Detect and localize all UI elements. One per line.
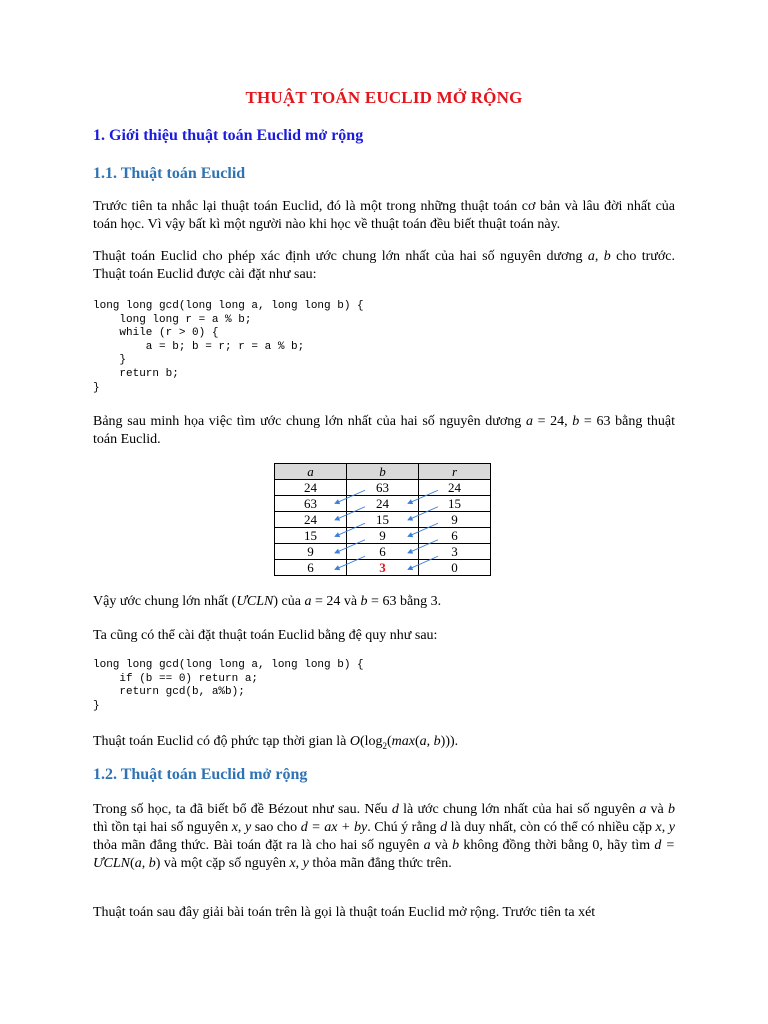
- table-arrow: [408, 490, 438, 503]
- paragraph-extended-intro: Thuật toán sau đây giải bài toán trên là gọi là thuật toán Euclid mở rộng. Trước tiên ta xét: [93, 905, 596, 920]
- table-cell: 6: [275, 560, 347, 576]
- code-block-recursive-gcd: long long gcd(long long a, long long b) { if (b == 0) return a; return gcd(b, a%b); }: [93, 659, 364, 712]
- paragraph-bezout: Trong số học, ta đã biết bổ đề Bézout như sau. Nếu d là ước chung lớn nhất của hai số nguyên a và b thì tồn tại hai số nguyên x, y sao cho d = ax + by. Chú ý rằng d là duy nhất, còn có thể có nhiều cặp x, y thỏa mãn đẳng thức. Bài toán đặt ra là cho hai số nguyên a và b không đồng thời bằng 0, hãy tìm d = ƯCLN(a, b) và một cặp số nguyên x, y thỏa mãn đẳng thức trên.: [93, 802, 676, 871]
- table-cell: 15: [419, 496, 491, 512]
- paragraph-result: Vậy ước chung lớn nhất (ƯCLN) của a = 24 và b = 63 bằng 3.: [93, 594, 442, 609]
- table-header-r: r: [419, 464, 491, 480]
- section-1-2-heading: 1.2. Thuật toán Euclid mở rộng: [93, 766, 308, 783]
- table-arrow: [408, 556, 438, 569]
- table-cell: 24: [347, 496, 419, 512]
- table-cell: 9: [275, 544, 347, 560]
- table-cell: 63: [275, 496, 347, 512]
- table-cell: 6: [347, 544, 419, 560]
- table-cell: 63: [347, 480, 419, 496]
- table-arrow: [408, 523, 438, 536]
- table-arrow: [408, 540, 438, 553]
- paragraph-table-intro: Bảng sau minh họa việc tìm ước chung lớn nhất của hai số nguyên dương a = 24, b = 63 bằng thuật toán Euclid.: [93, 414, 675, 447]
- table-cell: 3: [419, 544, 491, 560]
- table-cell: 24: [419, 480, 491, 496]
- document-title: THUẬT TOÁN EUCLID MỞ RỘNG: [245, 88, 523, 107]
- table-cell-result: 3: [347, 560, 419, 576]
- table-cell: 6: [419, 528, 491, 544]
- table-arrow: [335, 540, 365, 553]
- table-cell: 15: [347, 512, 419, 528]
- table-arrow: [335, 490, 365, 503]
- table-arrow: [335, 556, 365, 569]
- code-block-iterative-gcd: long long gcd(long long a, long long b) { long long r = a % b; while (r > 0) { a = b; b = r; r = a % b; } return b; }: [93, 300, 364, 394]
- table-header-b: b: [347, 464, 419, 480]
- section-1-heading: 1. Giới thiệu thuật toán Euclid mở rộng: [93, 127, 364, 144]
- table-header-a: a: [275, 464, 347, 480]
- paragraph-complexity: Thuật toán Euclid có độ phức tạp thời gian là $O(\log_2(\max(a$, b))).: [93, 734, 459, 751]
- table-cell: 9: [347, 528, 419, 544]
- table-cell: 9: [419, 512, 491, 528]
- table-cell: 24: [275, 480, 347, 496]
- paragraph-intro: Trước tiên ta nhắc lại thuật toán Euclid, đó là một trong những thuật toán cơ bản và lâu đời nhất của toán học. Vì vậy bất kì một người nào khi học về thuật toán đều biết thuật toán này.: [93, 199, 675, 232]
- paragraph-gcd-definition: Thuật toán Euclid cho phép xác định ước chung lớn nhất của hai số nguyên dương a, b cho trước. Thuật toán Euclid được cài đặt như sau:: [93, 249, 675, 282]
- section-1-1-heading: 1.1. Thuật toán Euclid: [93, 165, 246, 182]
- table-cell: 24: [275, 512, 347, 528]
- table-arrow: [408, 507, 438, 520]
- table-arrow: [335, 507, 365, 520]
- paragraph-recursive-intro: Ta cũng có thể cài đặt thuật toán Euclid bằng đệ quy như sau:: [93, 628, 438, 643]
- table-arrows-overlay: [274, 463, 494, 578]
- table-cell: 15: [275, 528, 347, 544]
- table-arrow: [335, 523, 365, 536]
- table-cell: 0: [419, 560, 491, 576]
